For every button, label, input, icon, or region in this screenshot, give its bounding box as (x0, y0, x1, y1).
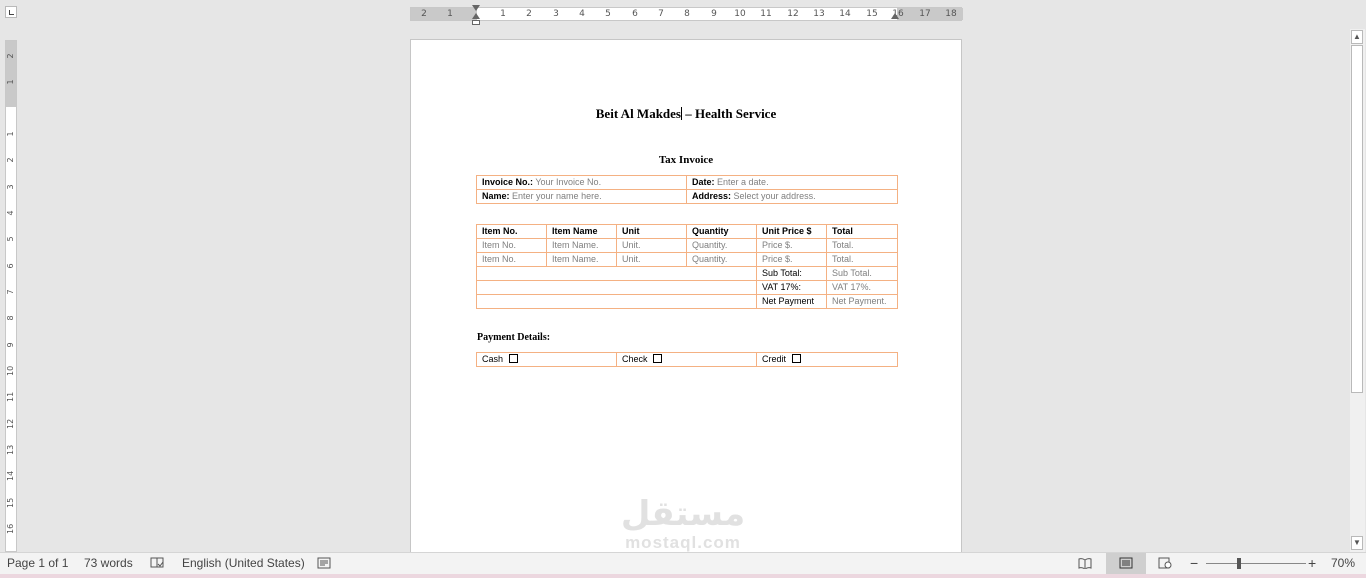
ruler-tick: 11 (6, 391, 15, 402)
ruler-tick: 1 (447, 9, 453, 19)
ruler-tick: 4 (579, 9, 585, 19)
print-layout-button[interactable] (1106, 553, 1146, 574)
address-dropdown-field[interactable]: Select your address. (733, 191, 816, 201)
macro-icon[interactable] (317, 557, 331, 569)
unit-price-field[interactable]: Price $. (757, 239, 827, 253)
ruler-tick: 3 (6, 184, 15, 190)
watermark-url: mostaql.com (625, 533, 741, 552)
invoice-number-label: Invoice No.: (482, 177, 534, 187)
status-bar (0, 552, 1366, 574)
payment-details-heading: Payment Details: (477, 332, 551, 343)
ruler-tick: 13 (813, 9, 825, 19)
read-mode-icon[interactable] (1078, 557, 1092, 569)
title-text-end: – Health Service (682, 106, 777, 121)
ruler-tick: 16 (892, 9, 904, 19)
column-header: Quantity (687, 225, 757, 239)
invoice-header-table (476, 175, 898, 204)
ruler-tick: 7 (658, 9, 664, 19)
column-header: Item Name (547, 225, 617, 239)
horizontal-ruler[interactable] (410, 7, 962, 21)
ruler-tick: 7 (6, 289, 15, 295)
ruler-tick: 5 (6, 236, 15, 242)
quantity-field[interactable]: Quantity. (687, 253, 757, 267)
name-cell[interactable] (477, 190, 687, 204)
sub-total-field[interactable]: Sub Total. (827, 267, 898, 281)
payment-option-cash (477, 353, 617, 367)
total-field[interactable]: Total. (827, 253, 898, 267)
right-indent-marker[interactable] (891, 13, 899, 19)
unit-field[interactable]: Unit. (617, 239, 687, 253)
document-page[interactable] (410, 39, 962, 559)
unit-price-field[interactable]: Price $. (757, 253, 827, 267)
vertical-ruler[interactable] (5, 40, 17, 552)
table-row (477, 239, 898, 253)
items-table (476, 224, 898, 309)
word-count[interactable]: 73 words (84, 556, 133, 570)
summary-blank-cell[interactable] (477, 267, 757, 281)
ruler-tick: 10 (6, 365, 15, 376)
ruler-tick: 6 (6, 263, 15, 269)
item-name-field[interactable]: Item Name. (547, 253, 617, 267)
language-indicator[interactable]: English (United States) (182, 556, 305, 570)
invoice-number-field[interactable]: Your Invoice No. (535, 177, 602, 187)
left-indent-marker[interactable] (472, 20, 480, 25)
summary-label: VAT 17%: (757, 281, 827, 295)
scroll-down-icon[interactable]: ▼ (1351, 536, 1363, 550)
check-label: Check (622, 354, 648, 364)
date-label: Date: (692, 177, 715, 187)
invoice-number-cell[interactable] (477, 176, 687, 190)
ruler-tick: 9 (711, 9, 717, 19)
item-number-field[interactable]: Item No. (477, 253, 547, 267)
quantity-field[interactable]: Quantity. (687, 239, 757, 253)
ruler-tick: 11 (760, 9, 772, 19)
table-row (477, 353, 898, 367)
ruler-tick: 5 (605, 9, 611, 19)
summary-blank-cell[interactable] (477, 281, 757, 295)
ruler-tick: 2 (6, 157, 15, 163)
ruler-tick: 8 (684, 9, 690, 19)
vertical-scrollbar[interactable] (1350, 29, 1365, 552)
name-field[interactable]: Enter your name here. (512, 191, 602, 201)
ruler-tick: 15 (6, 497, 15, 508)
ruler-tick: 14 (6, 470, 15, 481)
scroll-up-icon[interactable]: ▲ (1351, 30, 1363, 44)
ruler-tick: 2 (6, 53, 15, 59)
payment-option-check (617, 353, 757, 367)
ruler-tick: 15 (866, 9, 878, 19)
summary-row (477, 295, 898, 309)
ruler-tick: 14 (839, 9, 851, 19)
invoice-heading: Tax Invoice (658, 154, 714, 166)
ruler-tick: 16 (6, 523, 15, 534)
document-title[interactable] (411, 106, 961, 122)
table-header-row (477, 225, 898, 239)
date-picker-field[interactable]: Enter a date. (717, 177, 769, 187)
table-row (477, 190, 898, 204)
ruler-tick: 12 (787, 9, 799, 19)
first-line-indent-marker[interactable] (472, 5, 480, 11)
scroll-thumb[interactable] (1351, 45, 1363, 393)
watermark (607, 494, 759, 552)
ruler-tab-selector[interactable] (5, 6, 17, 18)
column-header: Unit Price $ (757, 225, 827, 239)
column-header: Item No. (477, 225, 547, 239)
ruler-tick: 17 (919, 9, 931, 19)
print-layout-icon (1119, 557, 1133, 569)
ruler-tick: 9 (6, 342, 15, 348)
ruler-tick: 2 (526, 9, 532, 19)
hanging-indent-marker[interactable] (472, 13, 480, 19)
title-text-start: Beit Al Makdes (595, 106, 681, 121)
page-count[interactable]: Page 1 of 1 (7, 556, 69, 570)
name-label: Name: (482, 191, 510, 201)
ruler-tick: 12 (6, 418, 15, 429)
net-payment-field[interactable]: Net Payment. (827, 295, 898, 309)
ruler-tick: 8 (6, 315, 15, 321)
zoom-level[interactable]: 70% (1331, 556, 1356, 570)
credit-label: Credit (762, 354, 787, 364)
ruler-tick: 6 (632, 9, 638, 19)
column-header: Total (827, 225, 898, 239)
cash-checkbox[interactable] (509, 354, 518, 363)
item-name-field[interactable]: Item Name. (547, 239, 617, 253)
unit-field[interactable]: Unit. (617, 253, 687, 267)
summary-row (477, 267, 898, 281)
taskbar-edge (0, 574, 1366, 578)
address-label: Address: (692, 191, 732, 201)
date-cell[interactable] (687, 176, 898, 190)
ruler-tick: 3 (553, 9, 559, 19)
summary-label: Sub Total: (757, 267, 827, 281)
ruler-tick: 1 (500, 9, 506, 19)
web-layout-icon[interactable] (1158, 557, 1172, 569)
column-header: Unit (617, 225, 687, 239)
ruler-tick: 18 (945, 9, 957, 19)
payment-option-credit (757, 353, 898, 367)
summary-row (477, 281, 898, 295)
summary-blank-cell[interactable] (477, 295, 757, 309)
proofing-icon[interactable] (150, 557, 164, 569)
payment-options-table (476, 352, 898, 367)
vat-field[interactable]: VAT 17%. (827, 281, 898, 295)
zoom-in-button[interactable]: + (1308, 555, 1317, 571)
ruler-tick: 10 (734, 9, 746, 19)
ruler-tick: 2 (421, 9, 427, 19)
item-number-field[interactable]: Item No. (477, 239, 547, 253)
table-row (477, 176, 898, 190)
summary-label: Net Payment (757, 295, 827, 309)
ruler-tick: 1 (6, 79, 15, 85)
zoom-slider-thumb[interactable] (1237, 558, 1241, 569)
ruler-tick: 4 (6, 210, 15, 216)
zoom-slider-track[interactable] (1206, 563, 1306, 564)
zoom-out-button[interactable]: − (1190, 555, 1199, 571)
ruler-tick: 13 (6, 444, 15, 455)
credit-checkbox[interactable] (792, 354, 801, 363)
ruler-tick: 1 (6, 131, 15, 137)
address-cell[interactable] (687, 190, 898, 204)
cash-label: Cash (482, 354, 504, 364)
check-checkbox[interactable] (653, 354, 662, 363)
watermark-arabic-logo: مستقل (620, 495, 746, 533)
table-row (477, 253, 898, 267)
total-field[interactable]: Total. (827, 239, 898, 253)
